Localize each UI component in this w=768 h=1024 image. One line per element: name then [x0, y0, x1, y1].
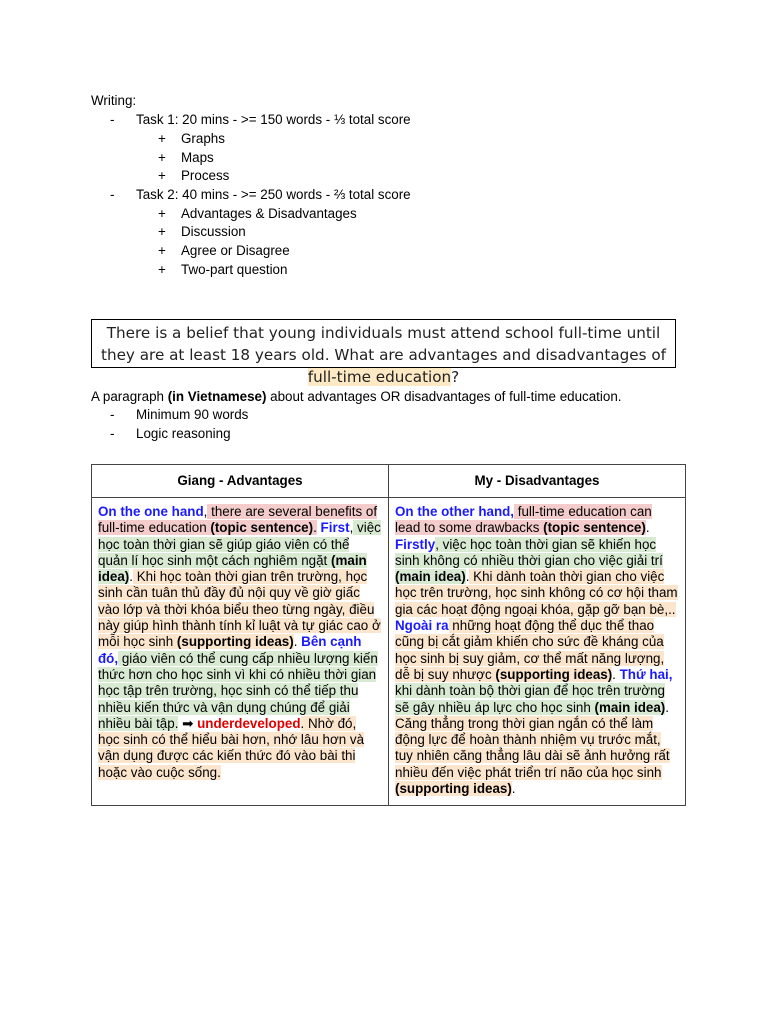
- task1-label: Task 1: 20 mins - >= 150 words - ⅓ total score: [136, 112, 411, 127]
- paragraph-instructions: [91, 388, 622, 407]
- main-idea-label: (main idea): [395, 569, 466, 585]
- task2-type-two-part: Two-part question: [181, 262, 288, 277]
- advantages-cell: [92, 498, 389, 806]
- main-idea-text: khi dành toàn bộ thời gian để học trên trường sẽ gây nhiều áp lực cho học sinh: [395, 683, 665, 715]
- punctuation: .: [612, 666, 616, 682]
- requirement-logic: Logic reasoning: [136, 426, 231, 441]
- punctuation: .: [665, 699, 669, 715]
- task1-type-process: Process: [181, 168, 230, 183]
- disadvantages-cell: [389, 498, 686, 806]
- plus-bullet: +: [158, 206, 166, 221]
- main-idea-label: (main idea): [98, 552, 367, 585]
- supporting-text: Khi học toàn thời gian trên trường, học sinh cần tuân thủ đầy đủ nội quy về giờ giấc vào lớp và thời khóa biểu theo từng ngày, điều này giúp hình thành tính kỉ luật và tự giác cao ở mỗi học sinh: [98, 569, 381, 650]
- punctuation: .: [645, 520, 650, 536]
- transition-phrase: On the other hand,: [395, 504, 515, 519]
- dash-bullet: -: [110, 112, 115, 127]
- prompt-end: ?: [451, 368, 460, 386]
- supporting-label: (supporting ideas): [495, 666, 613, 682]
- task2-label: Task 2: 40 mins - >= 250 words - ⅔ total score: [136, 187, 411, 202]
- main-idea-text: , việc học toàn thời gian sẽ khiến học sinh không có nhiều thời gian cho việc giải trí: [395, 536, 663, 568]
- plus-bullet: +: [158, 150, 166, 165]
- feedback-note: underdeveloped: [197, 715, 301, 731]
- task2-type-discussion: Discussion: [181, 224, 246, 239]
- topic-sentence-label: (topic sentence): [543, 520, 646, 536]
- punctuation: .: [313, 520, 317, 536]
- plus-bullet: +: [158, 243, 166, 258]
- topic-sentence-label: (topic sentence): [210, 520, 314, 536]
- punctuation: .: [293, 634, 298, 650]
- punctuation: ,: [349, 520, 354, 536]
- essay-prompt-box: [91, 319, 676, 386]
- task1-type-graphs: Graphs: [181, 131, 225, 146]
- topic-sentence-text: full-time education can lead to some drawbacks: [395, 504, 652, 536]
- task2-type-advantages: Advantages & Disadvantages: [181, 206, 357, 221]
- requirement-min-words: Minimum 90 words: [136, 407, 249, 422]
- task2-type-agree: Agree or Disagree: [181, 243, 290, 258]
- table-row: [92, 498, 686, 806]
- supporting-label: (supporting ideas): [395, 781, 512, 797]
- supporting-text: . Nhờ đó, học sinh có thể hiểu bài hơn, nhớ lâu hơn và vận dụng được các kiến thức đó vào bài thi hoặc vào cuộc sống.: [98, 715, 365, 780]
- supporting-label: (supporting ideas): [176, 634, 294, 650]
- topic-sentence-text: there are several benefits of full-time education: [98, 504, 378, 536]
- dash-bullet: -: [110, 407, 115, 422]
- writing-title: Writing:: [91, 93, 137, 108]
- task1-type-maps: Maps: [181, 150, 214, 165]
- punctuation: .: [465, 569, 470, 585]
- punctuation: .: [129, 569, 133, 585]
- supporting-text: Khi dành toàn thời gian cho việc học trên trường, học sinh không có cơ hội tham gia các hoạt động ngoại khóa, gặp gỡ bạn bè,..: [395, 569, 678, 617]
- header-disadvantages: My - Disadvantages: [389, 465, 686, 498]
- supporting-text: những hoạt động thể dục thể thao cũng bị cắt giảm khiến cho sức đề kháng của học sinh bị suy giảm, cơ thể mất năng lượng, dễ bị suy nhược: [395, 618, 665, 682]
- transition-phrase: Thứ hai,: [615, 666, 673, 682]
- prompt-text: There is a belief that young individuals must attend school full-time until they are at least 18 years old. What are advantages and disadvantages of: [100, 324, 666, 364]
- punctuation: ,: [203, 504, 208, 519]
- prompt-highlight: full-time education: [307, 368, 452, 386]
- dash-bullet: -: [110, 187, 115, 202]
- plus-bullet: +: [158, 262, 166, 277]
- plus-bullet: +: [158, 168, 166, 183]
- plus-bullet: +: [158, 224, 166, 239]
- transition-phrase: First: [320, 520, 350, 536]
- table-header-row: [92, 465, 686, 498]
- supporting-text: Căng thẳng trong thời gian ngắn có thể làm động lực để hoàn thành nhiệm vụ trước mắt, tuy nhiên căng thẳng lâu dài sẽ ảnh hưởng rất nhiều đến việc phát triển trí não của học sinh: [395, 715, 670, 780]
- transition-phrase: Bên cạnh đó,: [98, 634, 362, 666]
- transition-phrase: Firstly: [395, 536, 436, 552]
- main-idea-text: giáo viên có thể cung cấp nhiều lượng kiến thức hơn cho học sinh vì khi có nhiều thời gian học tập trên trường, học sinh có thể tiếp thu nhiều kiến thức và vận dụng chúng để giải nhiều bài tập.: [98, 650, 378, 731]
- instruction-language: (in Vietnamese): [167, 389, 267, 404]
- main-idea-label: (main idea): [594, 699, 666, 715]
- comparison-table: [91, 464, 686, 806]
- instruction-text-end: about advantages OR disadvantages of full-time education.: [266, 389, 622, 404]
- header-advantages: Giang - Advantages: [92, 465, 389, 498]
- dash-bullet: -: [110, 426, 115, 441]
- main-idea-text: việc học toàn thời gian sẽ giúp giáo viên có thể quản lí học sinh một cách nghiêm ngặt: [98, 520, 381, 568]
- transition-phrase: On the one hand: [98, 504, 204, 519]
- plus-bullet: +: [158, 131, 166, 146]
- transition-phrase: Ngoài ra: [395, 618, 449, 634]
- punctuation: .: [511, 781, 516, 797]
- instruction-text: A paragraph: [91, 389, 168, 404]
- arrow-icon: ➡: [178, 715, 198, 731]
